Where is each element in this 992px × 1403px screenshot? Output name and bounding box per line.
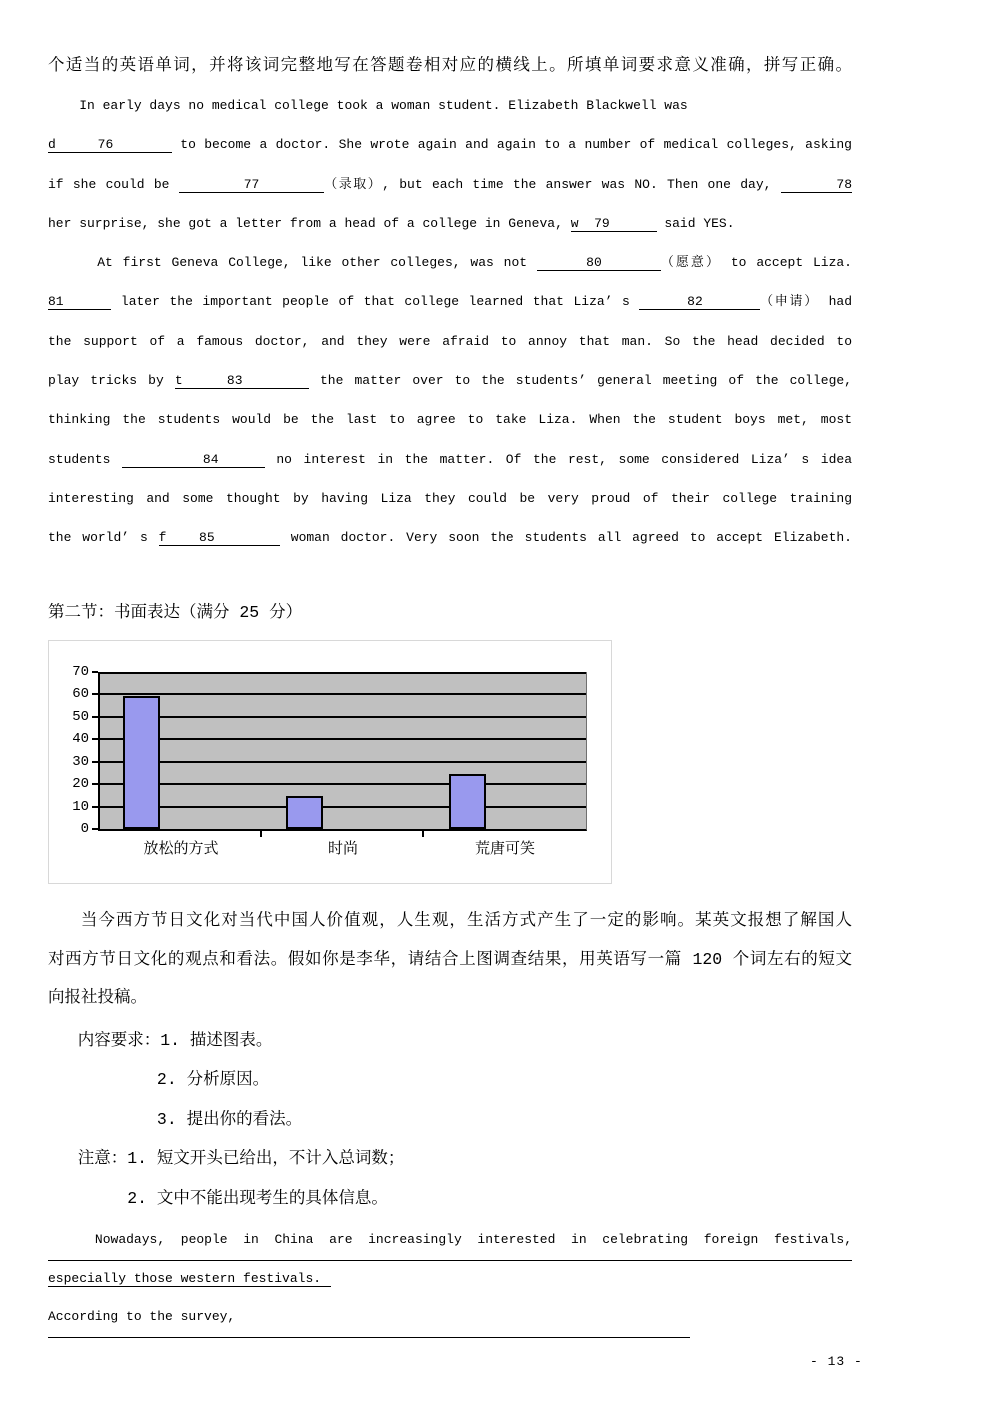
chart-gridline <box>100 783 586 785</box>
cloze-blank: 81 <box>48 294 112 310</box>
note-line-2: 2. 文中不能出现考生的具体信息。 <box>48 1188 388 1208</box>
cloze-line-8 <box>48 361 852 400</box>
cloze-text: students <box>48 451 122 467</box>
cloze-blank: t 83 <box>174 373 309 389</box>
essay-given-text: Nowadays, people in China are increasingly interested in celebrating foreign festivals, <box>48 1221 852 1261</box>
cloze-line-12 <box>48 518 852 557</box>
page-number: - 13 - <box>810 1354 863 1369</box>
cloze-line-2 <box>48 125 852 164</box>
cloze-line-7 <box>48 322 852 361</box>
chart-y-tick <box>92 738 98 740</box>
cloze-line-9 <box>48 400 852 439</box>
cloze-text: said YES. <box>656 215 735 231</box>
cloze-text: In early days no medical college took a woman student. Elizabeth Blackwell was <box>48 98 688 113</box>
chart-x-tick <box>422 831 424 837</box>
prompt-line-2: 对西方节日文化的观点和看法。假如你是李华，请结合上图调查结果，用英语写一篇 120 个词左右的短文 <box>48 949 852 969</box>
chart-y-axis-label: 50 <box>72 708 89 725</box>
cloze-text: interesting and some thought by having Liza they could be very proud of their college training <box>48 490 852 506</box>
cloze-text: no interest in the matter. Of the rest, some considered Liza’ s idea <box>264 451 852 467</box>
cloze-text: （录取）, but each time the answer was NO. Then one day, <box>324 176 781 192</box>
cloze-line-10 <box>48 440 852 479</box>
cloze-text: if she could be <box>48 176 179 192</box>
chart-gridline <box>100 806 586 808</box>
cloze-passage <box>48 86 852 558</box>
requirement-line-3: 3. 提出你的看法。 <box>48 1109 303 1129</box>
prompt-line-3: 向报社投稿。 <box>48 988 147 1007</box>
cloze-blank: f 85 <box>158 530 280 546</box>
cloze-text: （愿意） to accept Liza. <box>660 255 852 271</box>
survey-bar-chart <box>48 640 612 884</box>
chart-category-label: 荒唐可笑 <box>474 841 535 858</box>
chart-y-tick <box>92 828 98 830</box>
cloze-text: At first Geneva College, like other colleges, was not <box>48 255 537 271</box>
cloze-text: to become a doctor. She wrote again and again to a number of medical colleges, asking <box>171 137 852 153</box>
chart-y-tick <box>92 716 98 718</box>
cloze-blank: 78 <box>780 176 852 192</box>
chart-gridline <box>100 738 586 740</box>
cloze-text: woman doctor. Very soon the students all agreed to accept Elizabeth. <box>279 530 852 546</box>
chart-category-label: 时尚 <box>327 841 358 858</box>
chart-y-axis-label: 40 <box>72 731 89 748</box>
cloze-text: the matter over to the students’ general meeting of the college, <box>308 373 852 389</box>
essay-line-2 <box>48 1260 852 1299</box>
cloze-blank: 82 <box>639 294 761 310</box>
chart-x-tick <box>260 831 262 837</box>
cloze-text: her surprise, she got a letter from a head of a college in Geneva, <box>48 215 571 231</box>
cloze-line-6 <box>48 282 852 321</box>
chart-y-tick <box>92 806 98 808</box>
cloze-blank: 80 <box>536 255 661 271</box>
chart-gridline <box>100 672 586 674</box>
cloze-text: the world’ s <box>48 530 159 546</box>
cloze-text: later the important people of that college learned that Liza’ s <box>111 294 640 310</box>
chart-bar <box>123 696 160 829</box>
requirement-line-1: 内容要求：1. 描述图表。 <box>48 1031 273 1050</box>
cloze-blank: 84 <box>121 451 265 467</box>
cloze-line-1 <box>48 86 852 125</box>
cloze-line-11 <box>48 479 852 518</box>
chart-gridline <box>100 693 586 695</box>
chart-y-axis-label: 60 <box>72 686 89 703</box>
note-line-1: 注意：1. 短文开头已给出，不计入总词数； <box>48 1149 405 1169</box>
essay-blank-line: According to the survey, <box>48 1298 690 1338</box>
cloze-text: （申请） had <box>760 294 853 310</box>
chart-y-axis-label: 70 <box>72 664 89 680</box>
essay-line-3 <box>48 1298 852 1337</box>
chart-gridline <box>100 716 586 718</box>
chart-y-axis-label: 0 <box>80 821 89 837</box>
chart-y-tick <box>92 671 98 673</box>
cloze-line-5 <box>48 243 852 282</box>
prompt-line-1: 当今西方节日文化对当代中国人价值观，人生观，生活方式产生了一定的影响。某英文报想了解国人 <box>48 911 852 930</box>
cloze-text: thinking the students would be the last to agree to take Liza. When the student boys met, most <box>48 412 852 428</box>
writing-prompt-paragraph <box>48 902 852 1018</box>
instruction-lists <box>48 1021 852 1218</box>
chart-y-axis-label: 30 <box>72 753 89 770</box>
chart-y-axis-label: 10 <box>72 798 89 815</box>
chart-bar <box>286 796 323 829</box>
essay-opening-lines <box>48 1221 852 1337</box>
chart-y-tick <box>92 761 98 763</box>
chart-gridline <box>100 761 586 763</box>
cloze-blank: d 76 <box>48 137 172 153</box>
chart-y-tick <box>92 693 98 695</box>
requirement-line-2: 2. 分析原因。 <box>48 1070 270 1090</box>
essay-given-text: especially those western festivals. <box>48 1271 331 1287</box>
cloze-blank: 77 <box>178 176 325 192</box>
cloze-text: the support of a famous doctor, and they were afraid to annoy that man. So the head decided to <box>48 333 852 349</box>
cloze-line-3 <box>48 165 852 204</box>
chart-category-label: 放松的方式 <box>143 841 219 858</box>
cloze-text: play tricks by <box>48 373 175 389</box>
intro-line: 个适当的英语单词，并将该词完整地写在答题卷相对应的横线上。所填单词要求意义准确，拼写正确。 <box>48 56 852 75</box>
chart-y-axis-label: 20 <box>72 776 89 793</box>
chart-bar <box>449 774 486 829</box>
essay-line-1 <box>48 1221 852 1260</box>
chart-y-tick <box>92 783 98 785</box>
chart-plot-area <box>98 672 587 831</box>
section-header: 第二节：书面表达（满分 25 分） <box>48 603 303 622</box>
cloze-line-4 <box>48 204 852 243</box>
cloze-blank: w 79 <box>570 215 657 231</box>
